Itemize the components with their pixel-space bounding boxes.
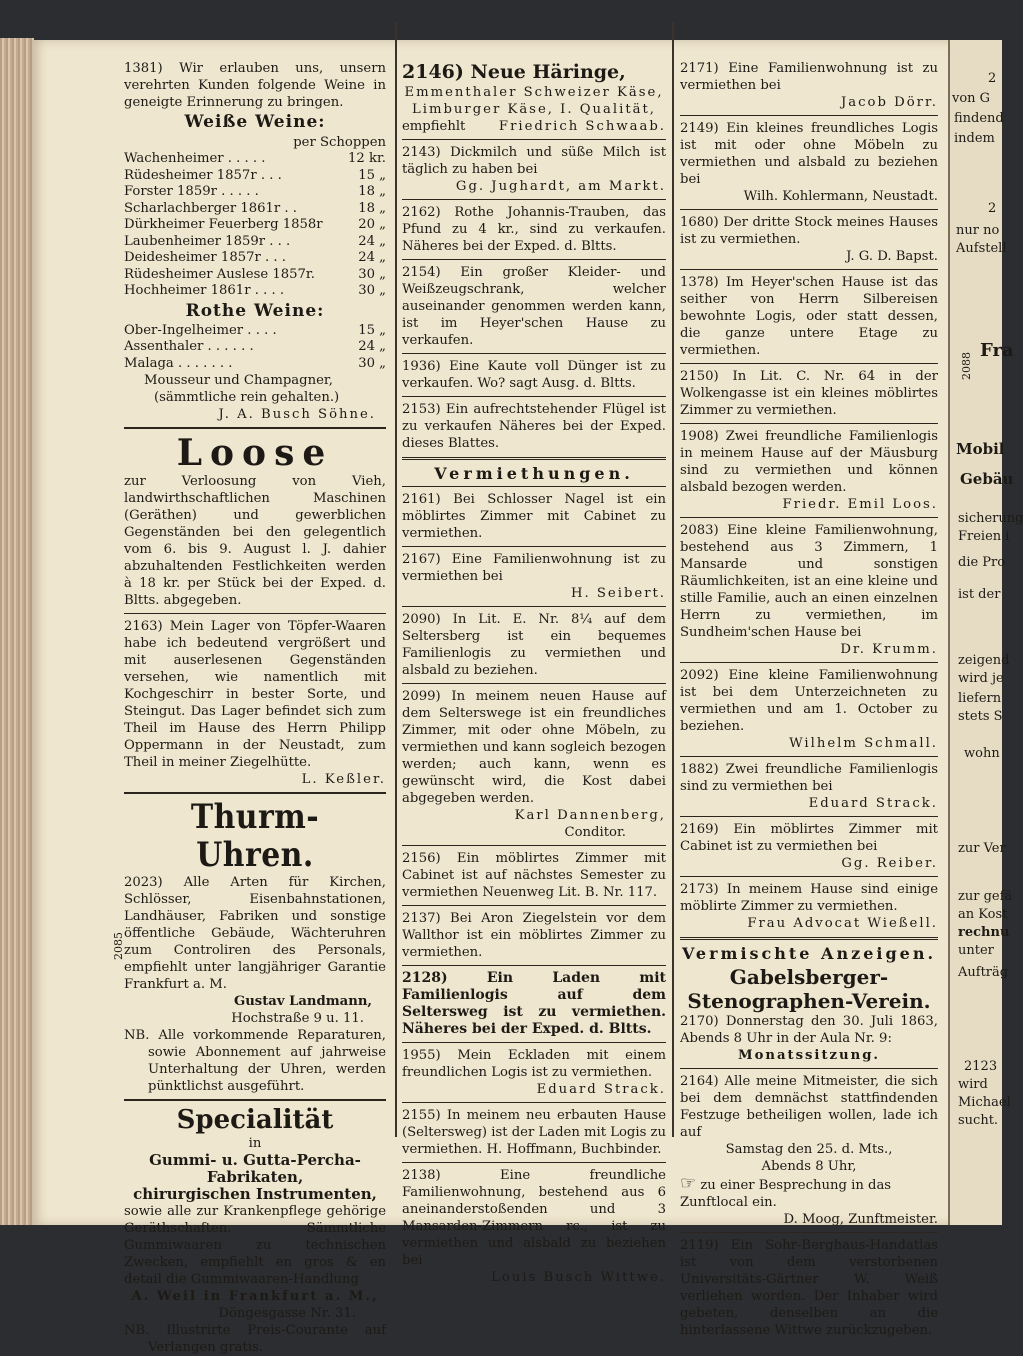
wine-tail-line: Mousseur und Champagner, [144,373,333,388]
ad-2023-signature: Gustav Landmann, [233,994,372,1009]
fragment-number: 2088 [960,352,973,380]
wine-name: Hochheimer 1861r . . . . [124,283,285,298]
ad-2099-signature: Karl Dannenberg, [514,808,666,823]
fragment: nur no [956,223,1000,238]
ad-2173: 2173) In meinem Hause sind einige möblirte Zimmer zu vermiethen. [680,882,938,914]
ad-1955: 1955) Mein Eckladen mit einem freundlichen Logis ist zu vermiethen. [402,1048,666,1080]
ad-2138-signature: Louis Busch Wittwe. [491,1270,666,1285]
wine-name: Malaga . . . . . . . [124,355,233,371]
fragment: zeigend [958,653,1010,668]
wine-row [124,168,386,185]
wine-name: Forster 1859r . . . . . [124,184,259,199]
white-wines-table [124,151,386,300]
fragment: die Pro [958,555,1006,570]
fragment: Mobil [956,440,1005,458]
wine-name: Dürkheimer Feuerberg 1858r [124,217,323,232]
wine-price: 30 „ [358,283,386,298]
ad-1882: 1882) Zwei freundliche Familienlogis sind zu vermiethen bei [680,762,938,794]
fragment: zur gefä [958,889,1013,904]
ad-2155: 2155) In meinem neu erbauten Hause (Seltersweg) ist der Laden mit Logis zu vermiethen. H. Hoffmann, Buchbinder. [402,1108,666,1157]
ad-2164-date: Samstag den 25. d. Mts., [725,1142,893,1157]
loose-title: Loose [176,432,334,474]
wine-price: 30 „ [358,266,386,282]
pointing-hand-icon: ☞ [680,1173,697,1194]
wine-row [124,184,386,201]
fragment: Aufträg [958,965,1009,980]
wine-price: 15 „ [358,322,386,338]
red-wines-heading: Rothe Weine: [185,300,325,321]
specialitat-in: in [248,1136,262,1151]
ad-2163: 2163) Mein Lager von Töpfer-Waaren habe ich bedeutend vergrößert und mit auserlesenen Gegenständen versehen, wie namentlich mit Kochgeschirr in bester Sorte, und Steingut. Das Lager befindet sich zum Theil im Hause des Herrn Philipp Oppermann in der Neustadt, zum Theil in meiner Ziegelhütte. [124,619,386,770]
fragment: liefern [958,691,1002,706]
wine-price: 12 kr. [347,151,386,166]
fragment: 2 [988,71,997,86]
ad-2156: 2156) Ein möblirtes Zimmer mit Cabinet ist auf nächstes Semester zu vermiethen Neuenweg Lit. B. Nr. 117. [402,851,666,900]
red-wines-table [124,323,386,373]
fragment: indem [954,131,995,146]
ad-2171: 2171) Eine Familienwohnung ist zu vermiethen bei [680,61,938,93]
ad-1882-signature: Eduard Strack. [808,796,938,811]
ad-2138: 2138) Eine freundliche Familienwohnung, bestehend aus 6 aneinanderstoßenden und 3 Mansarden-Zimmern rc., ist zu vermiethen und alsbald zu beziehen bei [402,1168,666,1268]
ad-2170: 2170) Donnerstag den 30. Juli 1863, Abends 8 Uhr in der Aula Nr. 9: [680,1014,938,1046]
fragment: zur Ver [958,841,1006,856]
wine-row [124,201,386,218]
loose-text: zur Verloosung von Vieh, landwirthschaftlichen Maschinen (Geräthen) und gewerblichen Gegenständen bei den gelegentlich vom 6. bis 9. August l. J. dahier abzuhaltenden Festlichkeiten werden à 18 kr. per Stück bei der Exped. d. Bltts. abgegeben. [124,474,386,608]
wine-price: 20 „ [358,217,386,232]
ad-2128: 2128) Ein Laden mit Familienlogis auf dem Seltersweg ist zu vermiethen. Näheres bei der Exped. d. Bltts. [402,970,666,1037]
wine-name: Wachenheimer . . . . . [124,151,266,166]
ad-2164-time: Abends 8 Uhr, [761,1159,857,1174]
ad-2167-signature: H. Seibert. [571,586,666,601]
book-edge [0,38,34,1225]
ad-2169: 2169) Ein möblirtes Zimmer mit Cabinet ist zu vermiethen bei [680,822,938,854]
fragment: Fra [980,340,1014,361]
wine-price: 30 „ [358,355,386,371]
thurm-uhren-title: Thurm-Uhren. [190,797,320,875]
ad-1955-signature: Eduard Strack. [536,1082,666,1097]
ad-2143: 2143) Dickmilch und süße Milch ist täglich zu haben bei [402,145,666,177]
ad-2090: 2090) In Lit. E. Nr. 8¼ auf dem Seltersberg ist ein bequemes Familienlogis zu vermiethen und alsbald zu beziehen. [402,612,666,678]
ad-2143-signature: Gg. Jughardt, am Markt. [455,179,666,194]
column-middle [402,60,666,1286]
wine-row [124,151,386,168]
wine-name: Deidesheimer 1857r . . . [124,250,286,265]
next-page-edge [948,40,1023,1225]
wine-row [124,267,386,284]
vermischte-heading: Vermischte Anzeigen. [681,944,937,963]
ad-1936: 1936) Eine Kaute voll Dünger ist zu verkaufen. Wo? sagt Ausg. d. Bltts. [402,359,666,391]
vermiethungen-heading: Vermiethungen. [434,464,634,483]
haringe-line1: Emmenthaler Schweizer Käse, [404,85,664,100]
wine-price: 18 „ [358,184,386,199]
gabelsberger-title: Gabelsberger- [729,965,889,989]
fragment: 2 [988,201,997,216]
ad-2023: 2023) Alle Arten für Kirchen, Schlösser, Eisenbahnstationen, Landhäuser, Fabriken und sonstige öffentliche Gebäude, Wächteruhren zum Controliren des Personals, empfiehlt unter langjähriger Garantie Frankfurt a. M. [124,875,386,992]
wine-name: Scharlachberger 1861r . . [124,200,297,216]
haringe-line2: Limburger Käse, I. Qualität, [412,102,656,117]
fragment: ist der [958,587,1001,602]
ad-2164: 2164) Alle meine Mitmeister, die sich bei dem demnächst stattfindenden Festzuge betheiligen wollen, lade ich auf [680,1074,938,1140]
wine-signature: J. A. Busch Söhne. [218,407,376,422]
fragment: von G [952,91,991,106]
wine-price: 18 „ [358,200,386,216]
ad-2161: 2161) Bei Schlosser Nagel ist ein möblirtes Zimmer mit Cabinet zu vermiethen. [402,492,666,541]
wine-row [124,217,386,234]
ad-2149-signature: Wilh. Kohlermann, Neustadt. [743,189,938,204]
wine-row [124,234,386,251]
wine-price: 24 „ [358,233,386,249]
fragment: wird [958,1077,988,1092]
ad-2083-signature: Dr. Krumm. [840,642,938,657]
column-rule [395,22,397,1137]
ad-2023-note: NB. Alle vorkommende Reparaturen, sowie Abonnement auf jahrweise Unterhaltung der Uhren, werden pünktlichst ausgeführt. [124,1028,386,1094]
ad-2099-profession: Conditor. [564,825,626,840]
side-number: 2085 [112,932,125,960]
haringe-empfiehlt: empfiehlt [402,119,466,134]
wine-row [124,339,386,356]
fragment: unter [958,943,994,958]
fragment: findend [954,111,1004,126]
specialitat-title: Specialität [176,1105,334,1135]
fragment: sucht. [958,1113,999,1128]
specialitat-line1: Gummi- u. Gutta-Percha-Fabrikaten, [149,1151,361,1186]
fragment: 2123 [964,1059,998,1074]
wine-row [124,250,386,267]
wine-name: Ober-Ingelheimer . . . . [124,322,277,338]
ad-2173-signature: Frau Advocat Wießell. [747,916,938,931]
wine-name: Laubenheimer 1859r . . . [124,233,291,249]
ad-2171-signature: Jacob Dörr. [841,95,938,110]
white-wines-heading: Weiße Weine: [184,112,326,132]
wine-price: 15 „ [358,167,386,183]
ad-2099: 2099) In meinem neuen Hause auf dem Selterswege ist ein freundliches Zimmer, mit oder ohne Möbeln, zu vermiethen und kann sogleich bezogen werden; auch kann, wenn es gewünscht wird, die Kost dabei abgegeben werden. [402,689,666,806]
ad-1908-signature: Friedr. Emil Loos. [782,497,938,512]
wine-price: 24 „ [358,250,386,265]
fragment: rechnu [958,925,1010,940]
ad-1378: 1378) Im Heyer'schen Hause ist das seither von Herrn Silbereisen bewohnte Logis, oder statt dessen, die ganze untere Etage zu vermiethen. [680,275,938,358]
ad-2092: 2092) Eine kleine Familienwohnung ist bei dem Unterzeichneten zu vermiethen und am 1. October zu beziehen. [680,668,938,734]
ad-1680: 1680) Der dritte Stock meines Hauses ist zu vermiethen. [680,215,938,247]
ad-2170-meeting: Monatssitzung. [737,1048,881,1063]
wine-row [124,356,386,373]
column-right [680,60,938,1339]
fragment: an Kost [958,907,1008,922]
haringe-title: 2146) Neue Häringe, [402,61,626,83]
fragment: wohn [964,746,1000,761]
ad-2167: 2167) Eine Familienwohnung ist zu vermiethen bei [402,552,666,584]
ad-2169-signature: Gg. Reiber. [841,856,938,871]
fragment: Freien i [958,529,1010,544]
fragment: stets S [958,709,1003,724]
wine-name: Assenthaler . . . . . . [124,339,254,354]
ad-2164-text-content: zu einer Besprechung in das Zunftlocal ein. [680,1178,892,1210]
ad-2023-address: Hochstraße 9 u. 11. [231,1011,364,1026]
haringe-signature: Friedrich Schwaab. [498,119,666,134]
ad-2119: 2119) Ein Sohr-Berghaus-Handatlas ist von dem verstorbenen Universitäts-Gärtner W. Weiß verliehen worden. Der Inhaber wird gebeten, denselben an die hinterlassene Wittwe zurückzugeben. [680,1238,938,1338]
wine-tail-note: (sämmtliche rein gehalten.) [154,390,340,405]
ad-2150: 2150) In Lit. C. Nr. 64 in der Wolkengasse ist ein kleines möblirtes Zimmer zu vermiethen. [680,369,938,418]
ad-2137: 2137) Bei Aron Ziegelstein vor dem Wallthor ist ein möblirtes Zimmer zu vermiethen. [402,911,666,960]
specialitat-signature: A. Weil in Frankfurt a. M., [131,1289,379,1304]
wine-row [124,283,386,300]
specialitat-note: NB. Illustrirte Preis-Courante auf Verlangen gratis. [124,1323,386,1355]
ad-1680-signature: J. G. D. Bapst. [846,249,938,264]
fragment: wird je [958,671,1004,686]
wine-row [124,323,386,340]
specialitat-text: sowie alle zur Krankenpflege gehörige Geräthschaften. Sämmtliche Gummiwaaren zu technischen Zwecken, empfiehlt en gros & en detail die Gummiwaaren-Handlung [124,1204,386,1287]
column-left [124,60,386,1356]
fragment: Aufstell [956,241,1007,256]
stenographen-title: Stenographen-Verein. [687,989,931,1013]
per-schoppen-label: per Schoppen [293,135,386,150]
specialitat-address: Döngesgasse Nr. 31. [218,1306,356,1321]
fragment: Gebäu [960,470,1014,488]
wine-name: Rüdesheimer 1857r . . . [124,167,282,183]
fragment: sicherung [958,511,1023,526]
ad-2083: 2083) Eine kleine Familienwohnung, bestehend aus 3 Zimmern, 1 Mansarde und sonstigen Räumlichkeiten, ist an eine kleine und stille Familie, auch an einen einzelnen Herrn zu vermiethen, im Sundheim'schen Hause bei [680,523,938,640]
fragment: Michael [958,1095,1011,1110]
wine-price: 24 „ [358,339,386,354]
ad-1908: 1908) Zwei freundliche Familienlogis in meinem Hause auf der Mäusburg sind zu vermiethen und können alsbald bezogen werden. [680,429,938,495]
specialitat-line2: chirurgischen Instrumenten, [133,1185,377,1203]
ad-1381: 1381) Wir erlauben uns, unsern verehrten Kunden folgende Weine in geneigte Erinnerung zu bringen. [124,61,386,110]
ad-2162: 2162) Rothe Johannis-Trauben, das Pfund zu 4 kr., sind zu verkaufen. Näheres bei der Exped. d. Bltts. [402,205,666,254]
ad-2149: 2149) Ein kleines freundliches Logis ist mit oder ohne Möbeln zu vermiethen und alsbald zu beziehen bei [680,121,938,187]
ad-2164-signature: D. Moog, Zunftmeister. [783,1212,938,1227]
column-rule [672,22,674,1137]
ad-2154: 2154) Ein großer Kleider- und Weißzeugschrank, welcher auseinander genommen werden kann, ist im Heyer'schen Hause zu verkaufen. [402,265,666,348]
haringe-line3 [402,118,666,135]
ad-2153: 2153) Ein aufrechtstehender Flügel ist zu verkaufen Näheres bei der Exped. dieses Blattes. [402,402,666,451]
ad-2163-signature: L. Keßler. [301,772,386,787]
wine-name: Rüdesheimer Auslese 1857r. [124,266,315,282]
ad-2092-signature: Wilhelm Schmall. [789,736,938,751]
ad-2164-text [680,1175,938,1211]
